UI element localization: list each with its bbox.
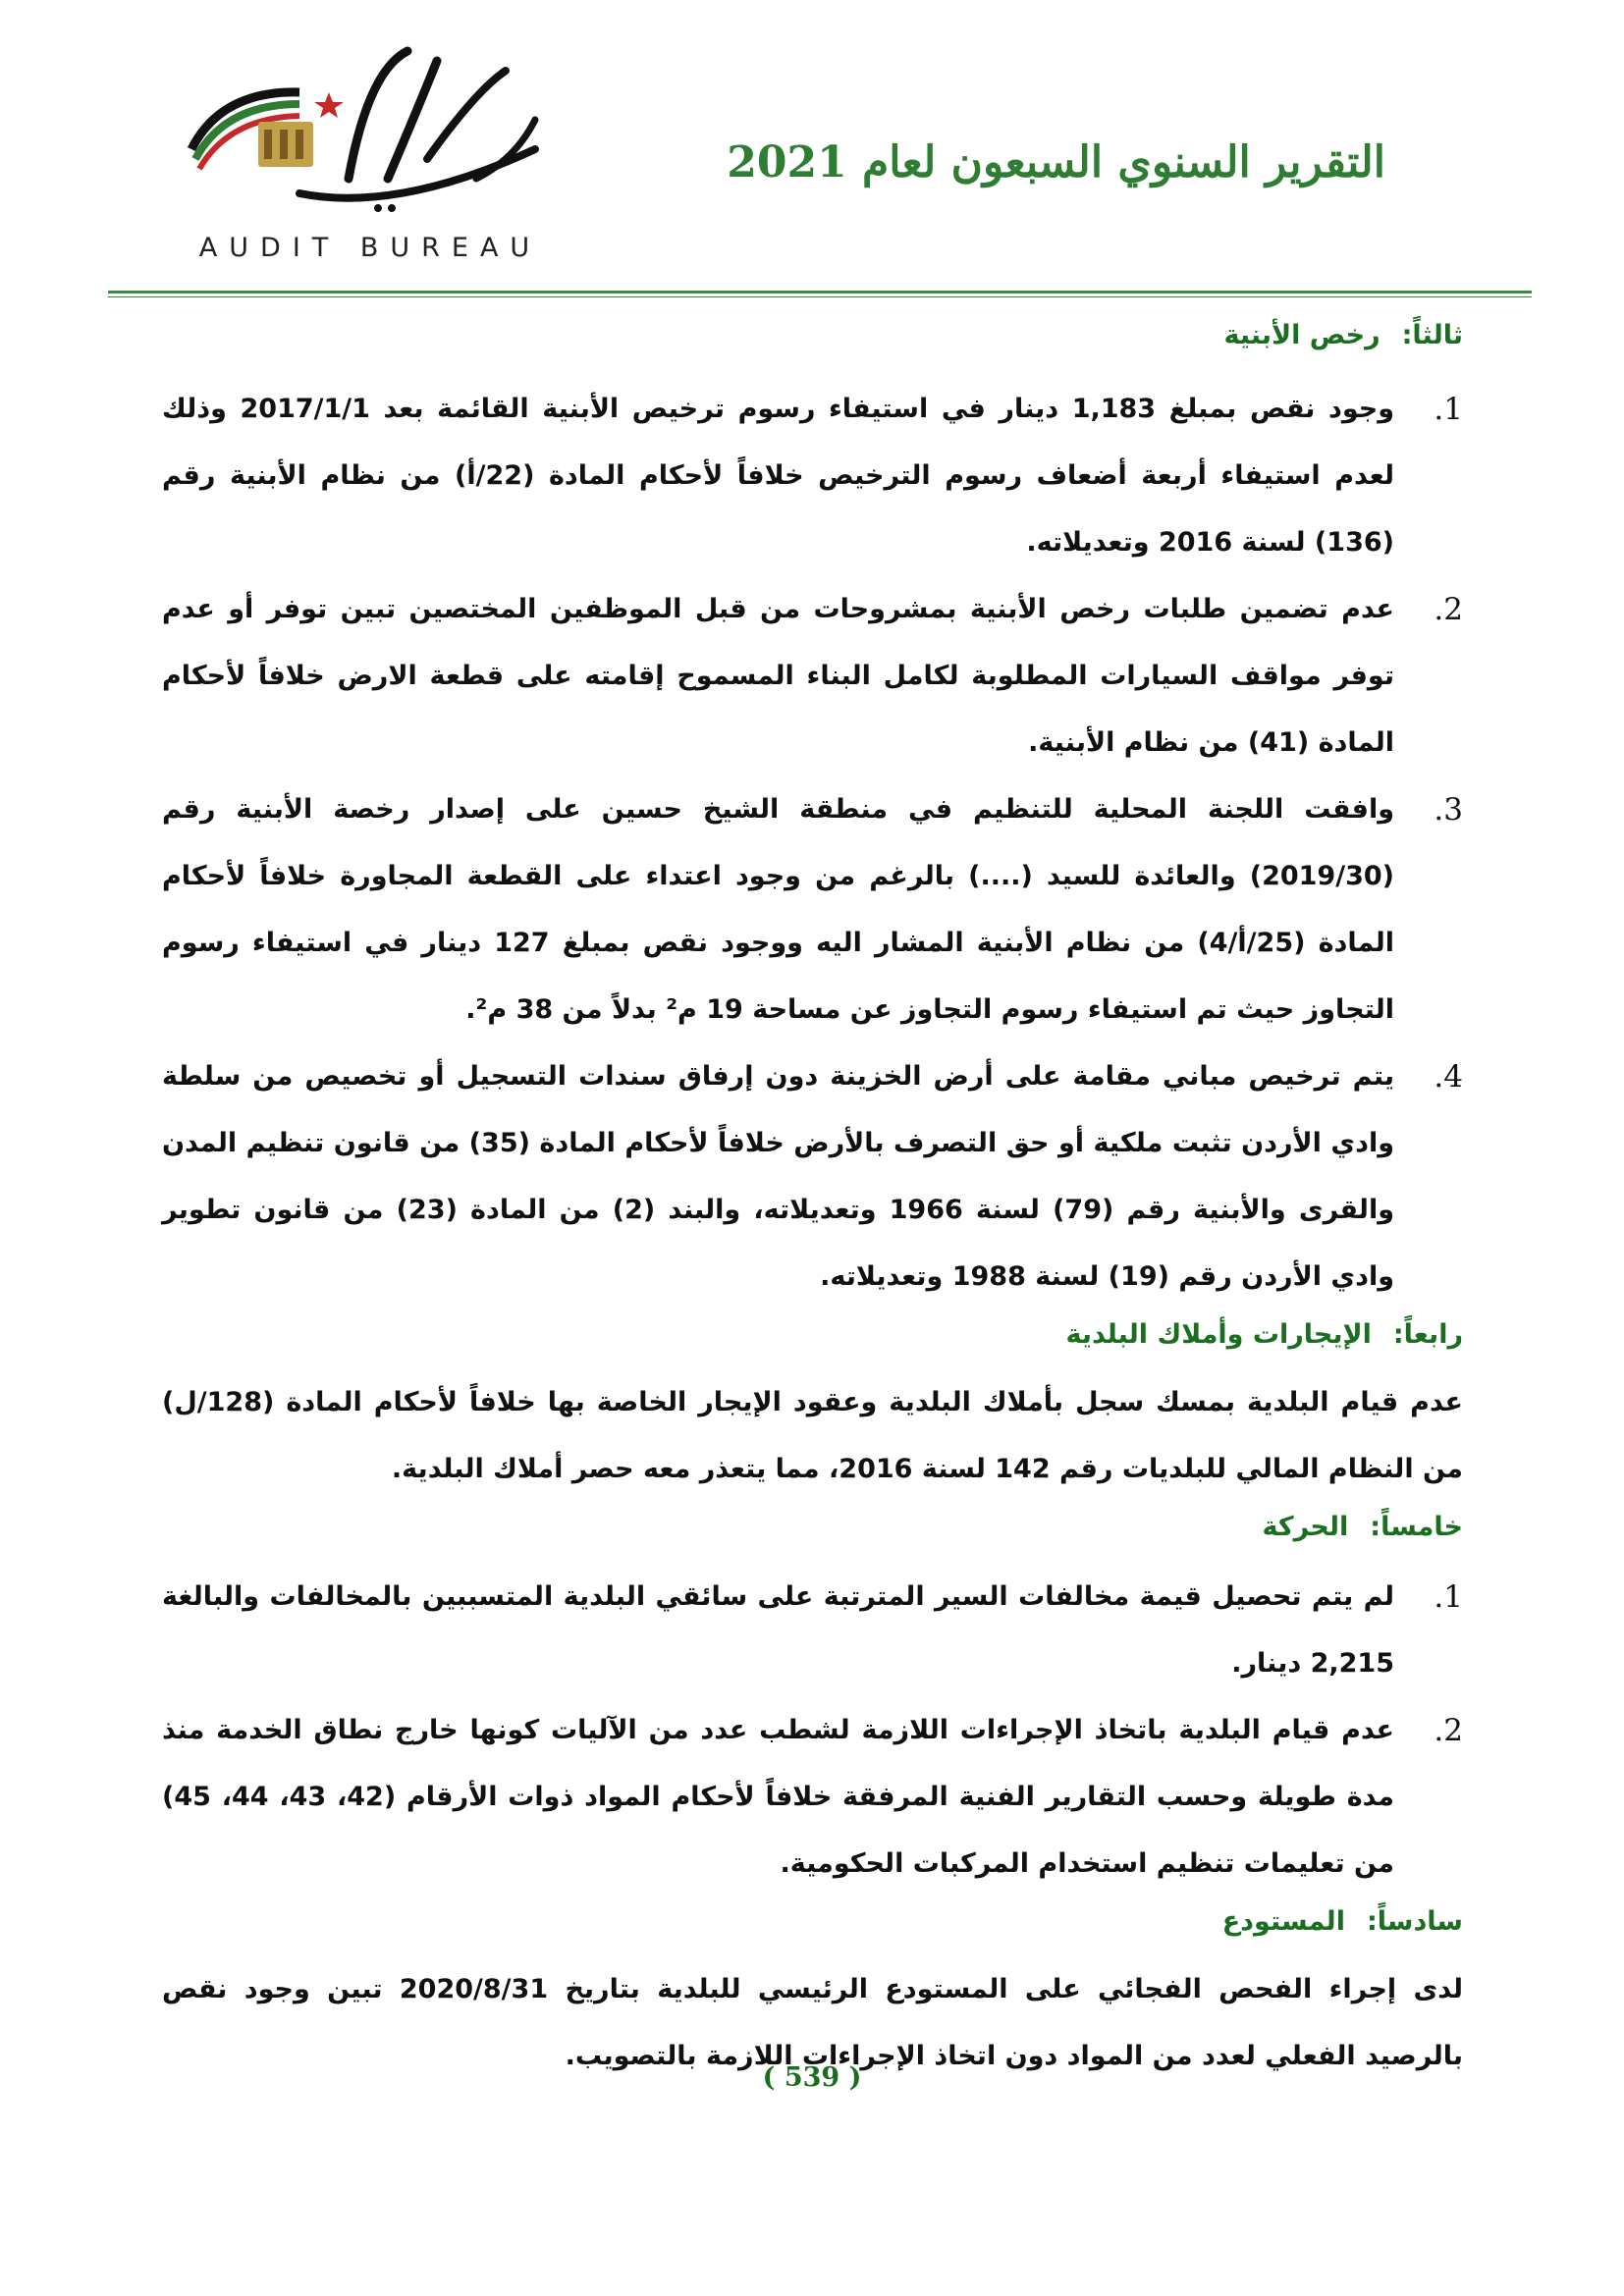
list-item [162,1697,1463,1897]
list-item-text: وافقت اللجنة المحلية للتنظيم في منطقة الشيخ حسين على إصدار رخصة الأبنية رقم (2019/30) والعائدة للسيد (....) بالرغم من وجود اعتداء على القطعة المجاورة خلافاً لأحكام المادة (25/أ/4) من نظام الأبنية المشار اليه ووجود نقص بمبلغ 127 دينار في استيفاء رسوم التجاوز حيث تم استيفاء رسوم التجاوز عن مساحة 19 م² بدلاً من 38 م². [162,794,1395,1025]
audit-bureau-logo [182,31,555,267]
list-item-text: عدم قيام البلدية باتخاذ الإجراءات اللازمة لشطب عدد من الآليات كونها خارج نطاق الخدمة منذ مدة طويلة وحسب التقارير الفنية المرفقة خلافاً لأحكام المواد ذوات الأرقام (42، 43، 44، 45) من تعليمات تنظيم استخدام المركبات الحكومية. [162,1715,1394,1879]
list-item [162,1043,1463,1310]
document-body [162,309,1463,2090]
header-divider [108,291,1532,294]
section-heading-warehouse [162,1897,1463,1947]
list-item [162,776,1463,1043]
section-number: سادساً: [1366,1906,1463,1937]
list-marker: 2. [1434,1713,1463,1748]
list-marker: 2. [1434,592,1463,627]
list-item-text: وجود نقص بمبلغ 1,183 دينار في استيفاء رسوم ترخيص الأبنية القائمة بعد 2017/1/1 وذلك لعدم استيفاء أربعة أضعاف رسوم الترخيص خلافاً لأحكام المادة (22/أ) من نظام الأبنية رقم (136) لسنة 2016 وتعديلاته. [162,394,1395,558]
section-title: الإيجارات وأملاك البلدية [1065,1319,1372,1350]
section-title: المستودع [1221,1906,1345,1937]
list-item [162,576,1463,776]
section-number: ثالثاً: [1401,320,1463,350]
list-marker: 1. [1434,392,1463,427]
section-heading-building-permits [162,311,1463,360]
section-title: رخص الأبنية [1223,320,1380,350]
section-number: خامساً: [1370,1512,1463,1542]
header-divider-thin [108,296,1532,297]
section-heading-movement [162,1503,1463,1552]
logo-caption: AUDIT BUREAU [198,233,542,263]
report-title: التقرير السنوي السبعون لعام 2021 [727,137,1385,187]
list-item-text: عدم تضمين طلبات رخص الأبنية بمشروحات من قبل الموظفين المختصين تبين توفر أو عدم توفر مواقف السيارات المطلوبة لكامل البناء المسموح إقامته على قطعة الارض خلافاً لأحكام المادة (41) من نظام الأبنية. [162,594,1394,758]
page-number: ( 539 ) [762,2062,862,2093]
list-marker: 1. [1434,1579,1463,1615]
list-item [162,376,1463,576]
section-paragraph: عدم قيام البلدية بمسك سجل بأملاك البلدية وعقود الإيجار الخاصة بها خلافاً لأحكام المادة (128/ل) من النظام المالي للبلديات رقم 142 لسنة 2016، مما يتعذر معه حصر أملاك البلدية. [162,1387,1463,1484]
logo-emblem-icon [182,31,555,238]
list-item-text: لم يتم تحصيل قيمة مخالفات السير المترتبة على سائقي البلدية المتسببين بالمخالفات والبالغة 2,215 دينار. [162,1581,1394,1679]
list-marker: 4. [1434,1059,1463,1095]
section-title: الحركة [1262,1512,1349,1542]
section-paragraph: لدى إجراء الفحص الفجائي على المستودع الرئيسي للبلدية بتاريخ 2020/8/31 تبين وجود نقص بالرصيد الفعلي لعدد من المواد دون اتخاذ الإجراءات اللازمة بالتصويب. [162,1974,1463,2071]
list-item-text: يتم ترخيص مباني مقامة على أرض الخزينة دون إرفاق سندات التسجيل أو تخصيص من سلطة وادي الأردن تثبت ملكية أو حق التصرف بالأرض خلافاً لأحكام المادة (35) من قانون تنظيم المدن والقرى والأبنية رقم (79) لسنة 1966 وتعديلاته، والبند (2) من المادة (23) من قانون تطوير وادي الأردن رقم (19) لسنة 1988 وتعديلاته. [162,1061,1394,1292]
section-heading-leases [162,1310,1463,1360]
list-item [162,1564,1463,1697]
list-marker: 3. [1434,792,1463,828]
section-number: رابعاً: [1392,1319,1463,1350]
